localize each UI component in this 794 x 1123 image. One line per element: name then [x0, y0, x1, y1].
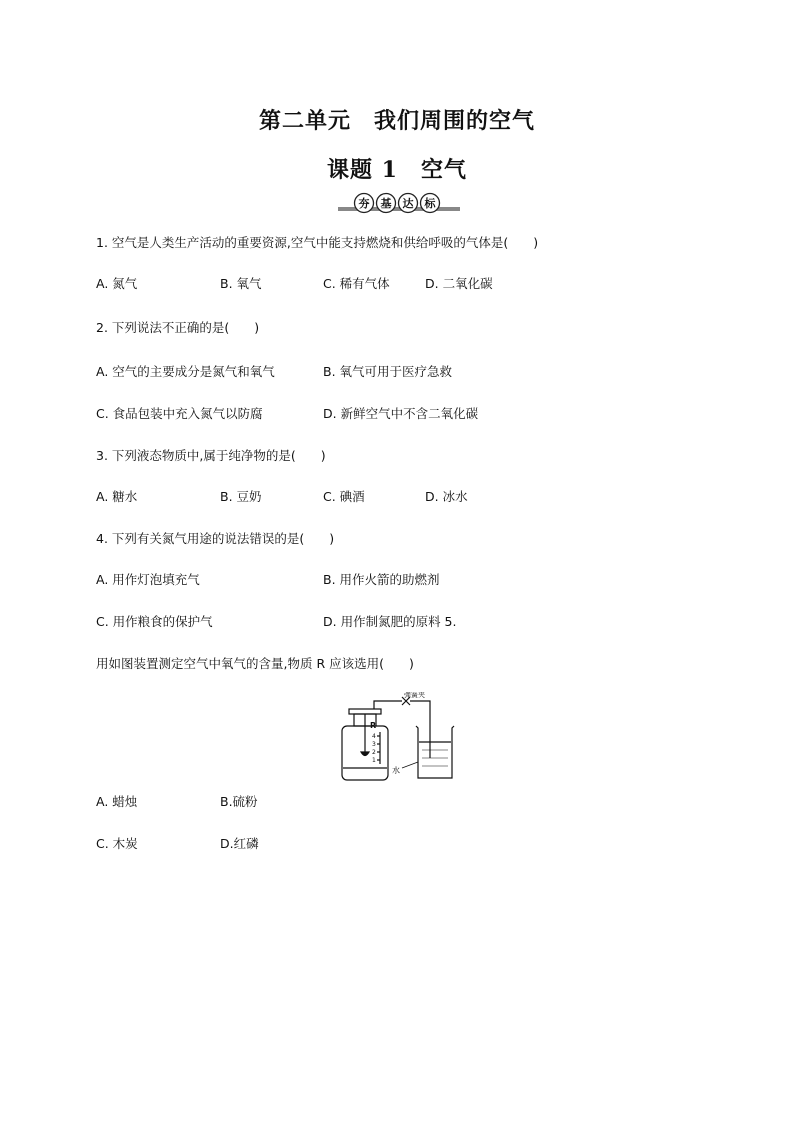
banner-char: 夯	[358, 197, 370, 210]
option-c: C. 木炭	[96, 836, 138, 851]
banner-char: 标	[424, 197, 436, 210]
question-stem: 1. 空气是人类生产活动的重要资源,空气中能支持燃烧和供给呼吸的气体是( )	[96, 235, 539, 250]
option-a: A. 氮气	[96, 276, 138, 291]
figure-label-r: R	[370, 721, 377, 730]
option-d: D. 二氧化碳	[425, 276, 493, 291]
lesson-title: 课题 1 空气	[327, 157, 467, 183]
question-stem: 3. 下列液态物质中,属于纯净物的是( )	[96, 448, 326, 463]
option-b: B. 用作火箭的助燃剂	[323, 572, 440, 587]
scale-mark: 4	[372, 733, 376, 740]
option-b: B. 氧气	[220, 276, 262, 291]
option-a: A. 用作灯泡填充气	[96, 572, 200, 587]
section-banner	[338, 192, 460, 214]
question-stem: 4. 下列有关氮气用途的说法错误的是( )	[96, 531, 335, 546]
apparatus-figure	[330, 692, 460, 784]
option-d: D. 新鲜空气中不含二氧化碳	[323, 406, 479, 421]
option-a: A. 蜡烛	[96, 794, 138, 809]
scale-mark: 3	[372, 741, 376, 748]
unit-title: 第二单元 我们周围的空气	[258, 108, 535, 134]
question-stem: 用如图装置测定空气中氧气的含量,物质 R 应该选用( )	[96, 656, 414, 671]
option-b: B.硫粉	[220, 794, 258, 809]
scale-mark: 1	[372, 757, 376, 764]
option-b: B. 豆奶	[220, 489, 262, 504]
option-d: D. 冰水	[425, 489, 468, 504]
figure-label-water: 水	[392, 766, 400, 775]
option-c: C. 碘酒	[323, 489, 365, 504]
banner-char: 基	[380, 197, 392, 210]
scale-mark: 2	[372, 749, 376, 756]
option-c: C. 用作粮食的保护气	[96, 614, 213, 629]
option-c: C. 稀有气体	[323, 276, 390, 291]
option-d: D.红磷	[220, 836, 259, 851]
option-b: B. 氧气可用于医疗急救	[323, 364, 453, 379]
question-stem: 2. 下列说法不正确的是( )	[96, 320, 260, 335]
option-a: A. 空气的主要成分是氮气和氧气	[96, 364, 275, 379]
option-d: D. 用作制氮肥的原料 5.	[323, 614, 457, 629]
banner-char: 达	[402, 197, 414, 210]
figure-label-clip: 弹簧夹	[404, 692, 425, 699]
option-c: C. 食品包装中充入氮气以防腐	[96, 406, 263, 421]
option-a: A. 糖水	[96, 489, 138, 504]
